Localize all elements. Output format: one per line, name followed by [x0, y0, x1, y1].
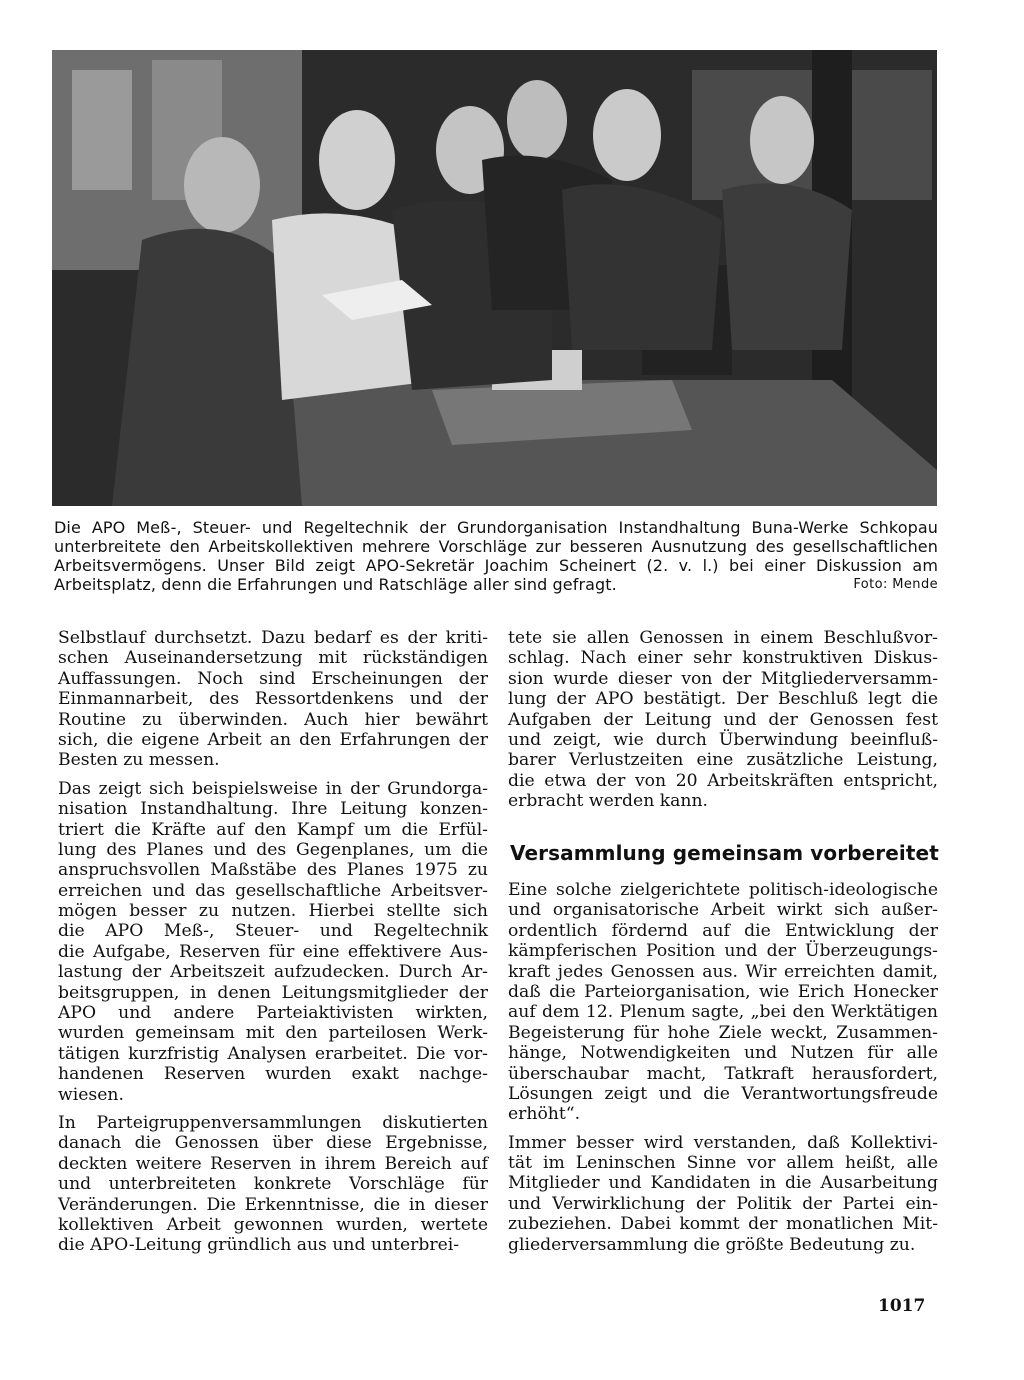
text-line: schen Auseinandersetzung mit rückständigen	[58, 648, 488, 669]
photo-credit: Foto: Mende	[853, 577, 938, 592]
text-line: Routine zu überwinden. Auch hier bewährt	[58, 709, 488, 730]
text-line: und zeigt, wie durch Überwindung beeinfluß-	[508, 729, 938, 750]
text-line: lung des Planes und des Gegenplanes, um die	[58, 839, 488, 860]
paragraph	[58, 1113, 488, 1256]
paragraph-gap	[508, 1125, 938, 1133]
text-line: mögen besser zu nutzen. Hierbei stellte sich	[58, 901, 488, 922]
paragraph	[58, 779, 488, 1105]
text-line: anspruchsvollen Maßstäbe des Planes 1975 zu	[58, 860, 488, 881]
text-line: Selbstlauf durchsetzt. Dazu bedarf es der kriti-	[58, 628, 488, 648]
text-line: handenen Reserven wurden exakt nachge-	[58, 1064, 488, 1085]
text-line: Mitglieder und Kandidaten in die Ausarbeitung	[508, 1173, 938, 1194]
text-line: Besten zu messen.	[58, 750, 220, 771]
text-line: tete sie allen Genossen in einem Beschlußvor-	[508, 628, 938, 648]
caption-line: Arbeitsplatz, denn die Erfahrungen und Ratschläge aller sind gefragt.	[54, 575, 617, 594]
text-line: die etwa der von 20 Arbeitskräften entspricht,	[508, 770, 938, 791]
text-line: und unterbreiteten konkrete Vorschläge für	[58, 1174, 488, 1195]
text-line: die Aufgabe, Reserven für eine effektivere Aus-	[58, 941, 488, 962]
text-line: kollektiven Arbeit gewonnen wurden, wertete	[58, 1214, 488, 1235]
text-line: erreichen und das gesellschaftliche Arbeitsver-	[58, 880, 488, 901]
section-heading: Versammlung gemeinsam vorbereitet	[510, 841, 939, 865]
text-line: In Parteigruppenversammlungen diskutierten	[58, 1112, 488, 1133]
paragraph	[508, 880, 938, 1125]
text-line: die APO-Leitung gründlich aus und unterbrei-	[58, 1235, 460, 1256]
text-line: wiesen.	[58, 1084, 124, 1105]
photo-caption	[54, 518, 938, 594]
text-line: beitsgruppen, in denen Leitungsmitglieder der	[58, 982, 488, 1003]
text-line: Begeisterung für hohe Ziele weckt, Zusammen-	[508, 1022, 938, 1043]
text-line: nisation Instandhaltung. Ihre Leitung konzen-	[58, 799, 488, 820]
paragraph	[508, 1133, 938, 1255]
caption-line: unterbreitete den Arbeitskollektiven mehrere Vorschläge zur besseren Ausnutzung des gesellschaftlichen	[54, 537, 938, 556]
right-text-column-bottom	[508, 880, 938, 1255]
text-line: erhöht“.	[508, 1104, 581, 1125]
text-line: Das zeigt sich beispielsweise in der Grundorga-	[58, 778, 488, 799]
paragraph-gap	[58, 771, 488, 779]
text-line: und Verwirklichung der Politik der Partei ein-	[508, 1193, 938, 1214]
text-line: deckten weitere Reserven in ihrem Bereich auf	[58, 1153, 488, 1174]
text-line: triert die Kräfte auf den Kampf um die Erfül-	[58, 819, 488, 840]
text-line: wurden gemeinsam mit den parteilosen Werk-	[58, 1023, 488, 1044]
text-line: lastung der Arbeitszeit aufzudecken. Durch Ar-	[58, 962, 488, 983]
photo-icon	[52, 50, 937, 506]
text-line: tät im Leninschen Sinne vor allem heißt, alle	[508, 1153, 938, 1174]
text-line: Auffassungen. Noch sind Erscheinungen der	[58, 668, 488, 689]
text-line: kraft jedes Genossen aus. Wir erreichten damit,	[508, 961, 938, 982]
text-line: APO und andere Parteiaktivisten wirkten,	[58, 1003, 488, 1024]
text-line: Lösungen zeigt und die Verantwortungsfreude	[508, 1083, 938, 1104]
text-line: und organisatorische Arbeit wirkt sich außer-	[508, 900, 938, 921]
text-line: überschaubar macht, Tatkraft herausfordert,	[508, 1063, 938, 1084]
paragraph-gap	[58, 1105, 488, 1113]
text-line: danach die Genossen über diese Ergebnisse,	[58, 1133, 488, 1154]
text-line: Immer besser wird verstanden, daß Kollektivi-	[508, 1132, 938, 1153]
caption-line: Arbeitsvermögens. Unser Bild zeigt APO-Sekretär Joachim Scheinert (2. v. l.) bei einer Diskussion am	[54, 556, 938, 575]
text-line: lung der APO bestätigt. Der Beschluß legt die	[508, 689, 938, 710]
text-line: Eine solche zielgerichtete politisch-ideologische	[508, 880, 938, 900]
text-line: Einmannarbeit, des Ressortdenkens und der	[58, 689, 488, 710]
left-text-column	[58, 628, 488, 1256]
text-line: ordentlich fördernd auf die Entwicklung der	[508, 920, 938, 941]
text-line: barer Verlustzeiten eine zusätzliche Leistung,	[508, 750, 938, 771]
text-line: Aufgaben der Leitung und der Genossen fest	[508, 709, 938, 730]
text-line: Veränderungen. Die Erkenntnisse, die in dieser	[58, 1194, 488, 1215]
text-line: auf dem 12. Plenum sagte, „bei den Werktätigen	[508, 1002, 938, 1023]
text-line: erbracht werden kann.	[508, 791, 708, 812]
text-line: sion wurde dieser von der Mitgliederversamm-	[508, 668, 938, 689]
caption-line: Die APO Meß-, Steuer- und Regeltechnik der Grundorganisation Instandhaltung Buna-Werke Schkopau	[54, 518, 938, 537]
text-line: kämpferischen Position und der Überzeugungs-	[508, 941, 938, 962]
text-line: zubeziehen. Dabei kommt der monatlichen Mit-	[508, 1214, 938, 1235]
text-line: die APO Meß-, Steuer- und Regeltechnik	[58, 921, 488, 942]
text-line: daß die Parteiorganisation, wie Erich Honecker	[508, 981, 938, 1002]
text-line: sich, die eigene Arbeit an den Erfahrungen der	[58, 729, 488, 750]
paragraph	[508, 628, 938, 812]
page-number: 1017	[878, 1296, 926, 1316]
photograph-workers-discussion	[52, 50, 937, 506]
right-text-column-top	[508, 628, 938, 812]
text-line: schlag. Nach einer sehr konstruktiven Diskus-	[508, 648, 938, 669]
paragraph	[58, 628, 488, 771]
text-line: tätigen kurzfristig Analysen erarbeitet. Die vor-	[58, 1043, 488, 1064]
text-line: hänge, Notwendigkeiten und Nutzen für alle	[508, 1043, 938, 1064]
text-line: gliederversammlung die größte Bedeutung zu.	[508, 1234, 916, 1255]
